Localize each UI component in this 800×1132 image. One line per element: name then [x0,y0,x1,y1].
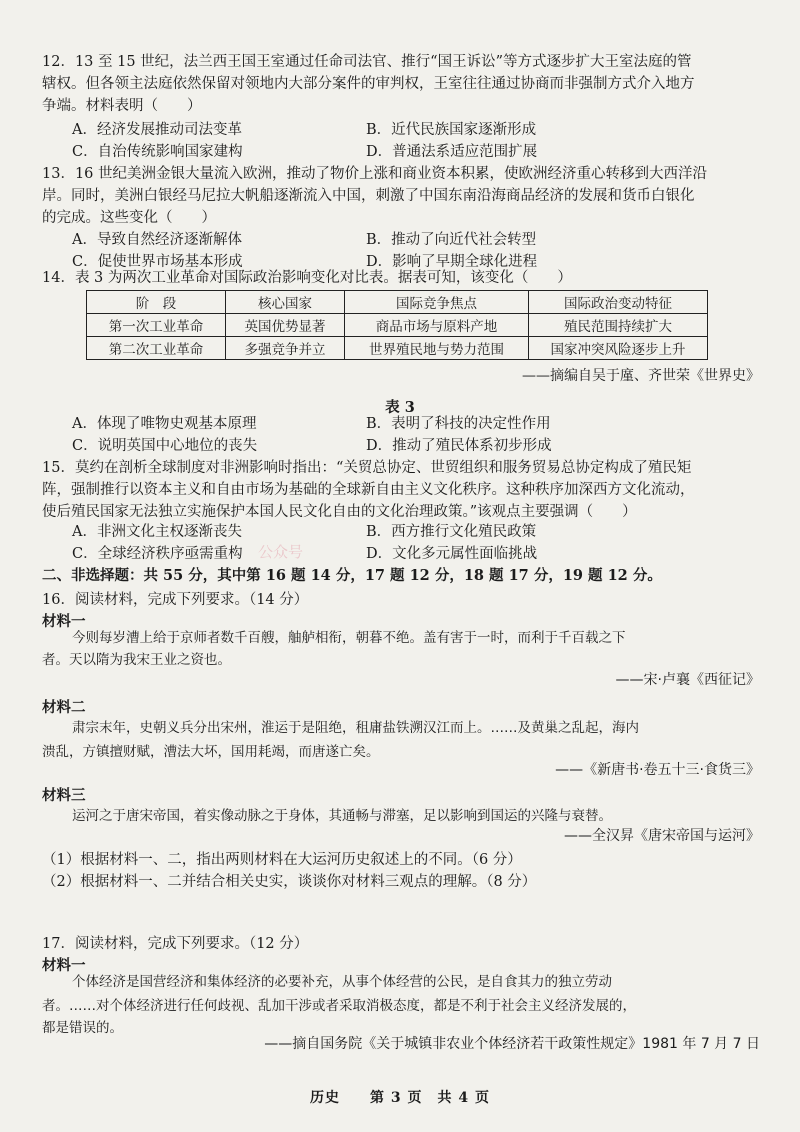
table-source: ——摘编自吴于廑、齐世荣《世界史》 [522,368,760,384]
q17-material-1-line-2: 者。……对个体经济进行任何歧视、乱加干涉或者采取消极态度，都是不利于社会主义经济发展的， [42,998,636,1014]
q14-option-d: D．推动了殖民体系初步形成 [366,438,552,454]
q17-material-1-line-3: 都是错误的。 [42,1020,123,1036]
q13-option-c: C．促使世界市场基本形成 [72,254,243,270]
table-header-cell: 国际政治变动特征 [529,291,708,314]
page-footer: 历史 第 3 页 共 4 页 [310,1090,490,1106]
q15-option-b: B．西方推行文化殖民政策 [366,524,537,540]
q13-option-d: D．影响了早期全球化进程 [366,254,538,270]
section-2-heading: 二、非选择题：共 55 分，其中第 16 题 14 分，17 题 12 分，18 题 17 分，19 题 12 分。 [42,567,662,584]
table-cell: 殖民范围持续扩大 [529,314,708,337]
q16-material-3-source: ——全汉昇《唐宋帝国与运河》 [564,828,760,844]
q16-material-2-line-2: 溃乱，方镇擅财赋，漕法大坏，国用耗竭，而唐遂亡矣。 [42,744,380,760]
q14-option-b: B．表明了科技的决定性作用 [366,416,551,432]
q16-material-2-title: 材料二 [42,699,86,716]
q14-stem: 14．表 3 为两次工业革命对国际政治影响变化对比表。据表可知，该变化（ ） [42,270,572,286]
q15-stem-line-2: 阵，强制推行以资本主义和自由市场为基础的全球新自由主义文化秩序。这种秩序加深西方文化流动， [42,482,695,498]
q12-stem-line-2: 辖权。但各领主法庭依然保留对领地内大部分案件的审判权，王室往往通过协商而非强制方式介入地方 [42,76,695,92]
q16-material-1-line-1: 今则每岁漕上给于京师者数千百艘，舳舻相衔，朝暮不绝。盖有害于一时，而利于千百载之下 [72,630,626,646]
q12-stem-line-1: 12．13 至 15 世纪，法兰西王国王室通过任命司法官、推行“国王诉讼”等方式逐步扩大王室法庭的管 [42,54,692,70]
q15-option-d: D．文化多元属性面临挑战 [366,546,538,562]
q16-material-2-source: ——《新唐书·卷五十三·食货三》 [555,762,760,778]
q14-option-c: C．说明英国中心地位的丧失 [72,438,258,454]
table-caption: 表 3 [385,399,415,416]
q16-material-1-line-2: 者。天以隋为我宋王业之资也。 [42,652,231,668]
table-row [87,337,708,360]
q12-stem-line-3: 争端。材料表明（ ） [42,98,202,114]
q16-requirement-2: （2）根据材料一、二并结合相关史实，谈谈你对材料三观点的理解。（8 分） [42,874,537,890]
q13-stem-line-3: 的完成。这些变化（ ） [42,210,216,226]
q12-option-a: A．经济发展推动司法变革 [72,122,242,138]
q16-material-3-title: 材料三 [42,787,86,804]
table-cell: 第二次工业革命 [87,337,226,360]
q15-option-c: C．全球经济秩序亟需重构 [72,546,243,562]
q15-stem-line-3: 使后殖民国家无法独立实施保护本国人民文化自由的文化治理政策。”该观点主要强调（ ） [42,504,637,520]
q14-option-a: A．体现了唯物史观基本原理 [72,416,257,432]
q15-option-a: A．非洲文化主权逐渐丧失 [72,524,242,540]
q17-stem: 17．阅读材料，完成下列要求。（12 分） [42,936,309,952]
q16-material-3-line-1: 运河之于唐宋帝国，着实像动脉之于身体，其通畅与滞塞，足以影响到国运的兴隆与衰替。 [72,808,612,824]
table-header-cell: 核心国家 [226,291,345,314]
comparison-table [86,290,708,360]
q17-material-1-title: 材料一 [42,957,86,974]
q13-stem-line-2: 岸。同时，美洲白银经马尼拉大帆船逐渐流入中国，刺激了中国东南沿海商品经济的发展和货币白银化 [42,188,695,204]
q12-option-b: B．近代民族国家逐渐形成 [366,122,537,138]
q13-option-b: B．推动了向近代社会转型 [366,232,537,248]
table-header-row [87,291,708,314]
q16-material-1-title: 材料一 [42,613,86,630]
table-cell: 商品市场与原料产地 [345,314,529,337]
table-cell: 第一次工业革命 [87,314,226,337]
q12-option-c: C．自治传统影响国家建构 [72,144,243,160]
q15-stem-line-1: 15．莫约在剖析全球制度对非洲影响时指出：“关贸总协定、世贸组织和服务贸易总协定构成了殖民矩 [42,460,692,476]
q16-material-1-source: ——宋·卢襄《西征记》 [615,672,760,688]
table-cell: 多强竞争并立 [226,337,345,360]
table-row [87,314,708,337]
q13-stem-line-1: 13．16 世纪美洲金银大量流入欧洲，推动了物价上涨和商业资本积累，使欧洲经济重心转移到大西洋沿 [42,166,708,182]
q16-material-2-line-1: 肃宗末年，史朝义兵分出宋州，淮运于是阻绝，租庸盐铁溯汉江而上。……及黄巢之乱起，海内 [72,720,639,736]
q13-option-a: A．导致自然经济逐渐解体 [72,232,242,248]
table-header-cell: 国际竞争焦点 [345,291,529,314]
watermark: 公众号 [258,543,304,561]
q12-option-d: D．普通法系适应范围扩展 [366,144,538,160]
q17-material-1-source: ——摘自国务院《关于城镇非农业个体经济若干政策性规定》1981 年 7 月 7 日 [264,1036,760,1052]
table-header-cell: 阶 段 [87,291,226,314]
table-cell: 世界殖民地与势力范围 [345,337,529,360]
table-cell: 国家冲突风险逐步上升 [529,337,708,360]
q16-stem: 16．阅读材料，完成下列要求。（14 分） [42,592,309,608]
q17-material-1-line-1: 个体经济是国营经济和集体经济的必要补充，从事个体经营的公民，是自食其力的独立劳动 [72,974,612,990]
q16-requirement-1: （1）根据材料一、二，指出两则材料在大运河历史叙述上的不同。（6 分） [42,852,522,868]
table-cell: 英国优势显著 [226,314,345,337]
